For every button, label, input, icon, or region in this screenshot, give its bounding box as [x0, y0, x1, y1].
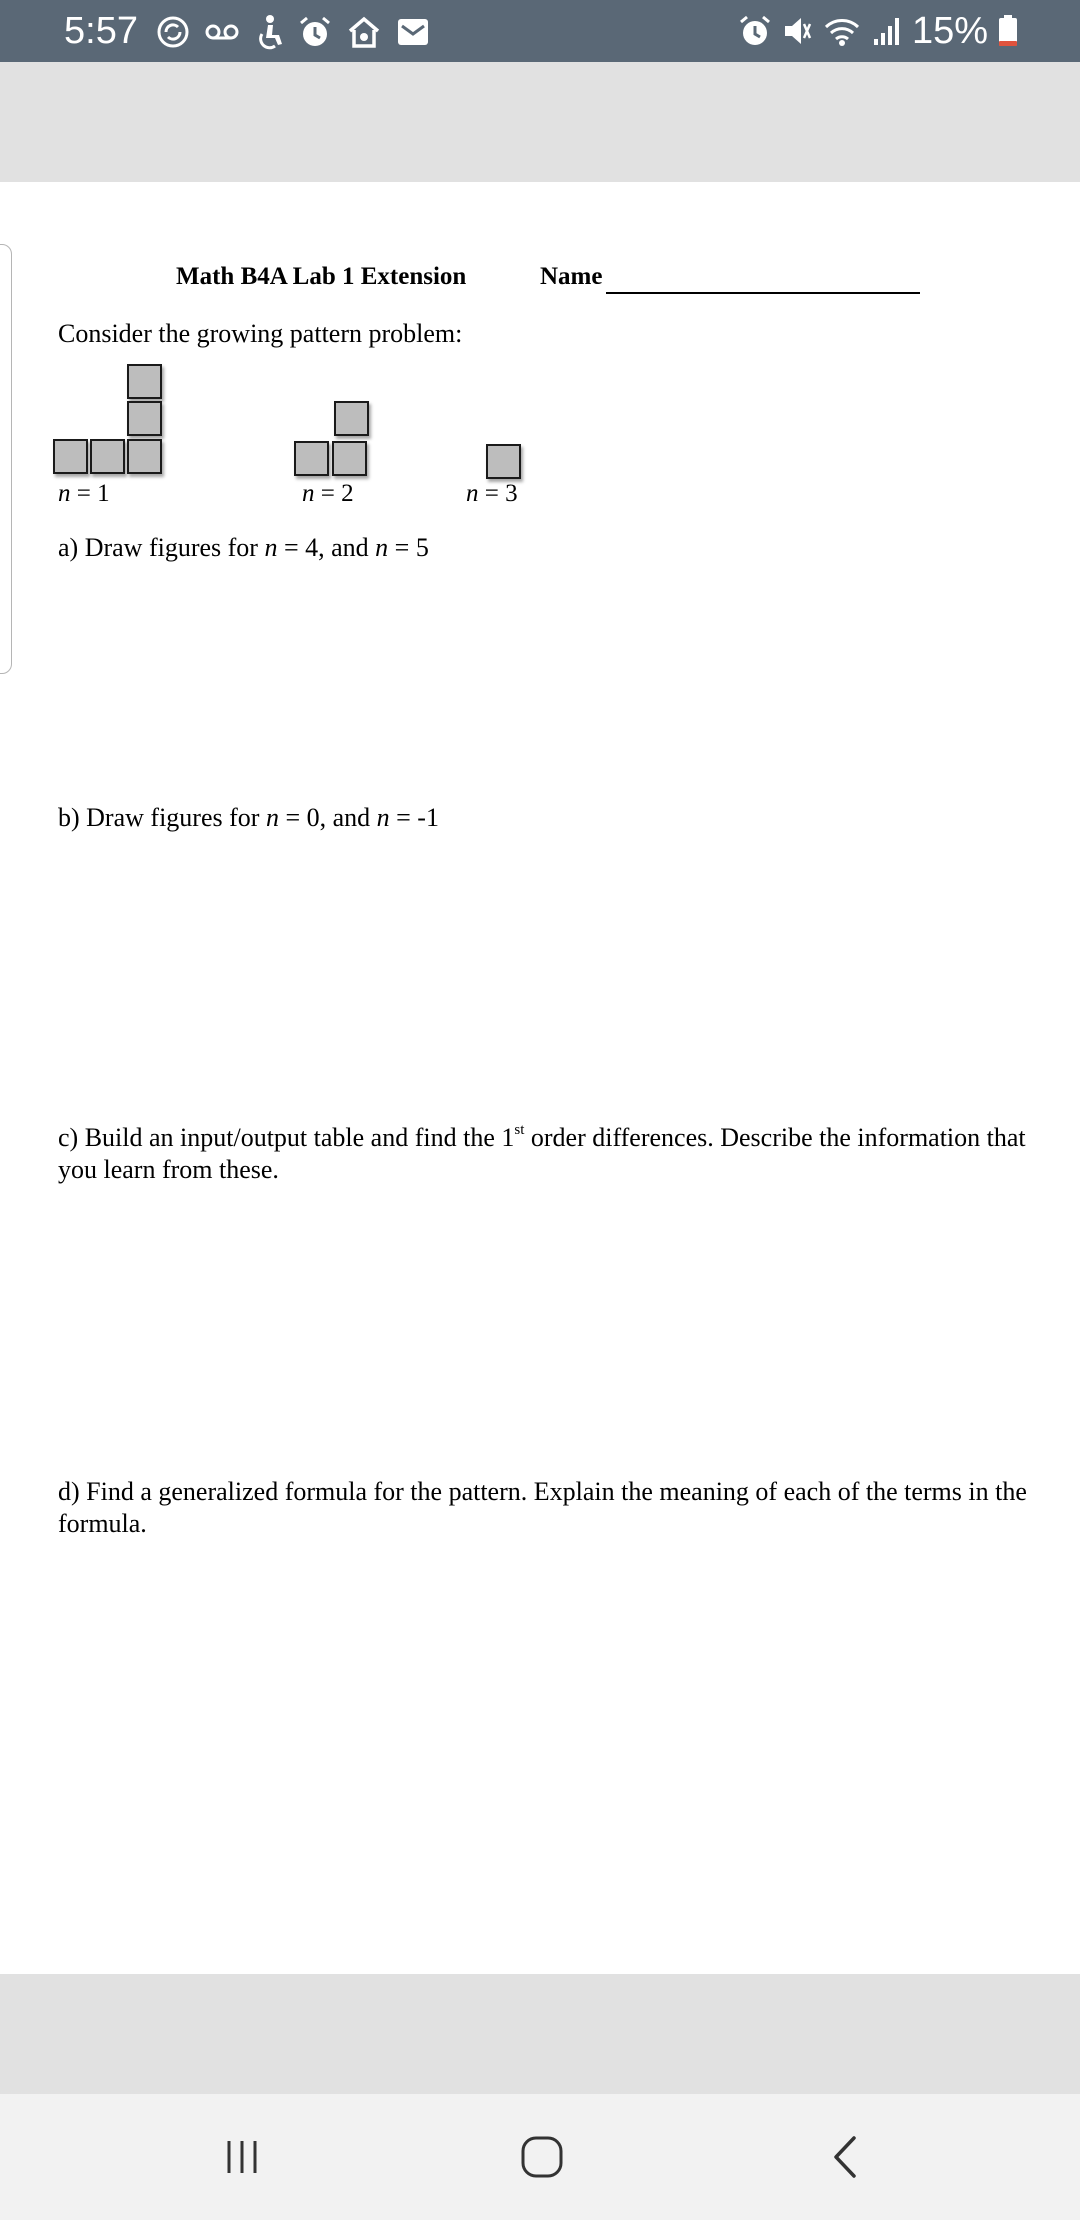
tile-square: [127, 364, 162, 399]
status-bar: [0, 0, 1080, 62]
question-c: c) Build an input/output table and find the 1st order differences. Describe the information that you learn from these.: [58, 1122, 1026, 1184]
mute-icon: [782, 15, 812, 47]
name-blank-line: [606, 292, 920, 294]
notification-icons: [156, 12, 430, 52]
tile-square: [127, 439, 162, 474]
sync-icon: [156, 15, 190, 49]
name-label: Name: [540, 263, 603, 290]
question-d: d) Find a generalized formula for the pattern. Explain the meaning of each of the terms in the formula.: [58, 1477, 1027, 1538]
recents-icon: [222, 2137, 262, 2177]
alarm-icon: [738, 14, 772, 48]
recents-button[interactable]: [202, 2124, 282, 2190]
tile-square: [486, 444, 521, 479]
smart-home-icon: [346, 15, 382, 49]
alarm-icon: [298, 15, 332, 49]
figure-label: n = 3: [466, 480, 518, 507]
wifi-icon: [822, 15, 862, 47]
battery-percent: 15%: [911, 10, 988, 52]
system-icons: [738, 8, 1018, 54]
tile-square: [90, 439, 125, 474]
viewer-toolbar-area: [0, 62, 1080, 182]
accessibility-icon: [254, 14, 284, 50]
document-page[interactable]: [0, 182, 1080, 1974]
voicemail-icon: [204, 20, 240, 44]
question-a: a) Draw figures for n = 4, and n = 5: [58, 533, 429, 562]
tile-square: [53, 439, 88, 474]
status-time: 5:57: [64, 10, 138, 52]
document-title: Math B4A Lab 1 Extension: [176, 263, 467, 290]
signal-icon: [872, 15, 902, 47]
back-button[interactable]: [805, 2124, 885, 2190]
home-icon: [519, 2134, 565, 2180]
navigation-bar: [0, 2094, 1080, 2220]
back-icon: [830, 2134, 860, 2180]
battery-icon: [998, 15, 1018, 47]
tile-square: [332, 441, 367, 476]
tile-square: [294, 441, 329, 476]
question-b: b) Draw figures for n = 0, and n = -1: [58, 803, 439, 832]
viewer-bottom-area: [0, 1974, 1080, 2094]
tile-square: [334, 401, 369, 436]
tile-square: [127, 401, 162, 436]
figure-label: n = 2: [302, 480, 354, 507]
figure-label: n = 1: [58, 480, 110, 507]
mail-icon: [396, 17, 430, 47]
intro-text: Consider the growing pattern problem:: [58, 319, 463, 348]
home-button[interactable]: [502, 2124, 582, 2190]
